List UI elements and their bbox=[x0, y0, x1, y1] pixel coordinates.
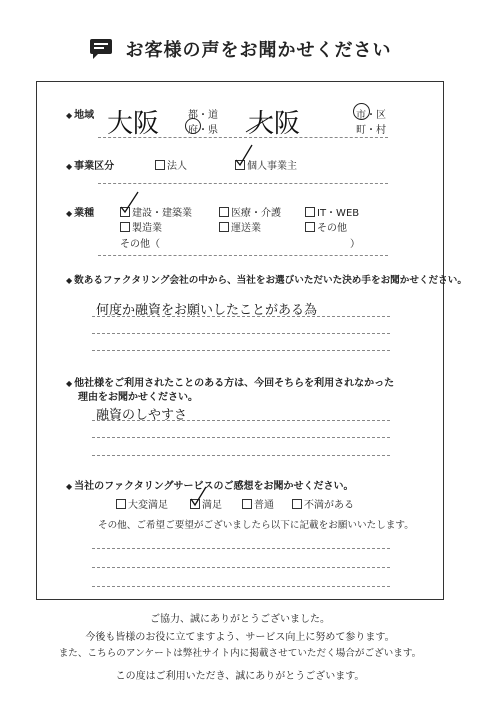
q2-label-line2: 理由をお聞かせください。 bbox=[78, 392, 198, 403]
checkbox-dissatisfied[interactable]: 不満がある bbox=[292, 496, 354, 511]
q3-label: ◆ 当社のファクタリングサービスのご感想をお聞かせください。 bbox=[66, 481, 354, 492]
region-label: ◆ 地域 bbox=[66, 110, 95, 121]
checkbox-transport[interactable]: 運送業 bbox=[219, 219, 261, 234]
todo-top: 都・道 bbox=[188, 110, 218, 121]
industry-other-label: その他（ bbox=[120, 239, 160, 250]
checkbox-sole-proprietor[interactable]: 個人事業主 bbox=[235, 157, 297, 172]
industry-label: ◆ 業種 bbox=[66, 208, 95, 219]
q2-answer: 融資のしやすさ bbox=[96, 408, 188, 423]
industry-other-close: ） bbox=[350, 239, 360, 250]
footer-thanks: ご協力、誠にありがとうございました。 bbox=[150, 614, 330, 625]
business-type-label: ◆ 事業区分 bbox=[66, 161, 115, 172]
q2-label: ◆ 他社様をご利用されたことのある方は、今回そちらを利用されなかった bbox=[66, 378, 395, 389]
checkbox-medical[interactable]: 医療・介護 bbox=[219, 204, 281, 219]
check-mark-satisfied bbox=[191, 487, 206, 505]
city-top: 市・区 bbox=[356, 110, 386, 121]
handwritten-city: 大阪 bbox=[248, 109, 301, 139]
q3-note: その他、ご希望ご要望がございましたら以下に記載をお願いいたします。 bbox=[98, 520, 414, 531]
checkbox-satisfied[interactable]: 満足 bbox=[190, 496, 222, 511]
q1-label: ◆ 数あるファクタリング会社の中から、当社をお選びいただいた決め手をお聞かせください。 bbox=[66, 275, 467, 286]
check-mark-sole-proprietor bbox=[236, 145, 252, 165]
footer-closing: この度はご利用いただき、誠にありがとうございます。 bbox=[115, 671, 365, 682]
checkbox-very-satisfied[interactable]: 大変満足 bbox=[116, 496, 168, 511]
q1-answer: 何度か融資をお願いしたことがある為 bbox=[96, 303, 318, 318]
footer-notice: また、こちらのアンケートは弊社サイト内に掲載させていただく場合がございます。 bbox=[58, 648, 422, 659]
check-mark-construction bbox=[121, 192, 138, 212]
checkbox-it-web[interactable]: IT・WEB bbox=[305, 204, 359, 219]
checkbox-neutral[interactable]: 普通 bbox=[242, 496, 274, 511]
checkbox-manufacturing[interactable]: 製造業 bbox=[120, 219, 162, 234]
handwritten-prefecture-left: 大阪 bbox=[107, 109, 160, 139]
city-bottom: 町・村 bbox=[356, 125, 386, 136]
checkbox-construction[interactable]: 建設・建築業 bbox=[120, 204, 192, 219]
page-title: お客様の声をお聞かせください bbox=[125, 40, 392, 61]
region-stroke bbox=[246, 116, 272, 132]
footer-commitment: 今後も皆様のお役に立てますよう、サービス向上に努めて参ります。 bbox=[85, 632, 395, 643]
checkbox-other[interactable]: その他 bbox=[305, 219, 347, 234]
todo-bottom: 府・県 bbox=[188, 125, 218, 136]
checkbox-corporation[interactable]: 法人 bbox=[155, 157, 187, 172]
